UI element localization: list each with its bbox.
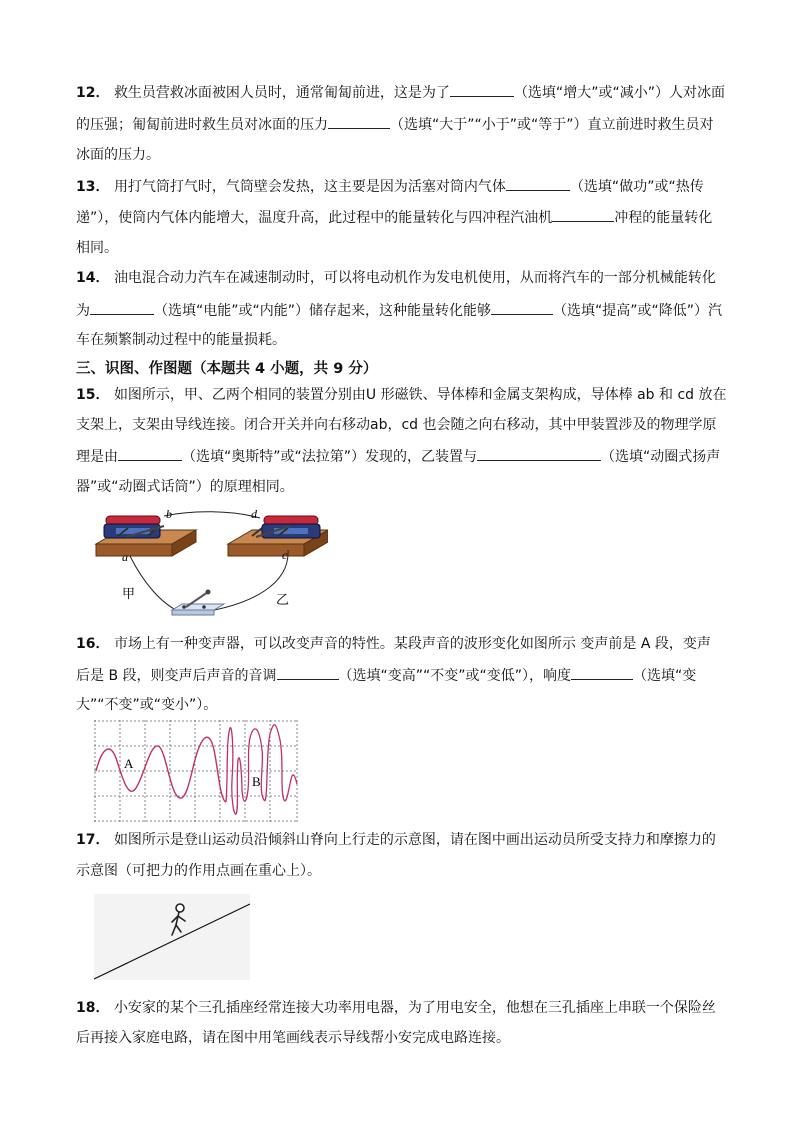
q13-blank-1[interactable] xyxy=(506,176,570,191)
q14-text: （选填“电能”或“内能”）储存起来，这种能量转化能够 xyxy=(154,303,492,319)
q14-line3 xyxy=(76,330,286,350)
q12-line1 xyxy=(76,82,725,103)
q16-text: 大”“不变”或“变小”）。 xyxy=(76,697,218,713)
q13-text: 用打气筒打气时，气筒壁会发热，这主要是因为活塞对筒内气体 xyxy=(113,179,506,195)
label-yi: 乙 xyxy=(276,593,290,608)
q17-figure xyxy=(94,894,250,980)
q16-blank-1[interactable] xyxy=(277,665,339,680)
q17-line1 xyxy=(76,830,716,850)
label-d: d xyxy=(251,507,257,521)
q16-number: 16． xyxy=(76,636,110,652)
q16-blank-2[interactable] xyxy=(571,665,633,680)
q18-line2 xyxy=(76,1028,510,1048)
q17-text: 如图所示是登山运动员沿倾斜山脊向上行走的示意图，请在图中画出运动员所受支持力和摩擦力的 xyxy=(113,832,716,848)
label-a: a xyxy=(122,550,128,564)
q14-line1 xyxy=(76,268,716,288)
q16-text: 后是 B 段，则变声后声音的音调 xyxy=(76,668,277,684)
q12-number: 12． xyxy=(76,85,110,101)
q16-waveform-figure xyxy=(94,720,298,822)
q14-text: 为 xyxy=(76,303,90,319)
q15-line4 xyxy=(76,477,294,497)
q16-text: （选填“变高”“不变”或“变低”），响度 xyxy=(338,668,572,684)
q13-blank-2[interactable] xyxy=(552,207,614,222)
q15-text: 器”或“动圈式话筒”）的原理相同。 xyxy=(76,479,294,495)
q13-text: 相同。 xyxy=(76,240,118,256)
q12-blank-1[interactable] xyxy=(450,82,514,97)
q12-text: （选填“增大”或“减小”）人对冰面 xyxy=(513,85,725,101)
q16-text: 市场上有一种变声器，可以改变声音的特性。某段声音的波形变化如图所示 变声前是 A 段，变声 xyxy=(113,636,711,652)
q14-line2 xyxy=(76,300,722,321)
climber-icon xyxy=(172,904,185,935)
label-jia: 甲 xyxy=(122,587,136,602)
q15-line1 xyxy=(76,385,726,405)
q15-figure xyxy=(92,504,328,628)
label-B: B xyxy=(252,774,261,789)
q16-text: （选填“变 xyxy=(633,668,697,684)
q14-text: 油电混合动力汽车在减速制动时，可以将电动机作为发电机使用，从而将汽车的一部分机械能转化 xyxy=(113,270,716,286)
q15-text: （选填“奥斯特”或“法拉第”）发现的，乙装置与 xyxy=(182,449,478,465)
knife-switch-icon xyxy=(172,590,224,616)
section-title: 三、识图、作图题（本题共 4 小题，共 9 分） xyxy=(76,361,378,377)
q16-line1 xyxy=(76,634,711,654)
q14-text: （选填“提高”或“降低”）汽 xyxy=(553,303,723,319)
q18-text: 后再接入家庭电路，请在图中用笔画线表示导线帮小安完成电路连接。 xyxy=(76,1030,510,1046)
q13-line2 xyxy=(76,207,712,228)
label-b: b xyxy=(166,507,172,521)
q15-blank-1[interactable] xyxy=(118,446,182,461)
right-apparatus xyxy=(228,516,328,556)
q15-blank-2[interactable] xyxy=(477,446,601,461)
q15-text: （选填“动圈式扬声 xyxy=(601,449,721,465)
q14-number: 14． xyxy=(76,270,110,286)
q12-text: （选填“大于”“小于”或“等于”）直立前进时救生员对 xyxy=(390,117,714,133)
q13-line1 xyxy=(76,176,704,197)
q17-text: 示意图（可把力的作用点画在重心上）。 xyxy=(76,863,321,879)
q13-line3 xyxy=(76,238,118,258)
q17-line2 xyxy=(76,861,321,881)
wave-a xyxy=(96,737,226,802)
q12-text: 的压强；匍匐前进时救生员对冰面的压力 xyxy=(76,117,328,133)
q13-text: （选填“做功”或“热传 xyxy=(569,179,704,195)
label-c: c xyxy=(282,548,288,562)
q15-text: 支架上，支架由导线连接。闭合开关并向右移动ab，cd 也会随之向右移动，其中甲装置涉及的物理学原 xyxy=(76,417,717,433)
q15-number: 15． xyxy=(76,387,110,403)
q17-slope xyxy=(94,894,250,980)
q15-line3 xyxy=(76,446,720,467)
q14-blank-2[interactable] xyxy=(491,300,553,315)
q15-text: 理是由 xyxy=(76,449,118,465)
q14-text: 车在频繁制动过程中的能量损耗。 xyxy=(76,332,286,348)
q18-number: 18． xyxy=(76,1000,110,1016)
q12-text: 救生员营救冰面被困人员时，通常匍匐前进，这是为了 xyxy=(113,85,450,101)
q14-blank-1[interactable] xyxy=(90,300,154,315)
q16-line3 xyxy=(76,695,217,715)
q15-text: 如图所示，甲、乙两个相同的装置分别由U 形磁铁、导体棒和金属支架构成，导体棒 ab 和 cd 放在 xyxy=(113,387,727,403)
wave-b xyxy=(226,725,297,814)
q15-line2 xyxy=(76,415,717,435)
q12-line3 xyxy=(76,145,160,165)
q17-number: 17． xyxy=(76,832,110,848)
label-A: A xyxy=(124,756,134,771)
left-apparatus xyxy=(96,516,196,556)
q13-text: 冲程的能量转化 xyxy=(614,210,713,226)
q12-line2 xyxy=(76,114,714,135)
q12-text: 冰面的压力。 xyxy=(76,147,160,163)
q18-text: 小安家的某个三孔插座经常连接大功率用电器，为了用电安全，他想在三孔插座上串联一个保险丝 xyxy=(113,1000,716,1016)
q13-number: 13． xyxy=(76,179,110,195)
q13-text: 递”），使筒内气体内能增大，温度升高，此过程中的能量转化与四冲程汽油机 xyxy=(76,210,553,226)
q16-line2 xyxy=(76,665,696,686)
q12-blank-2[interactable] xyxy=(328,114,390,129)
q18-line1 xyxy=(76,998,716,1018)
